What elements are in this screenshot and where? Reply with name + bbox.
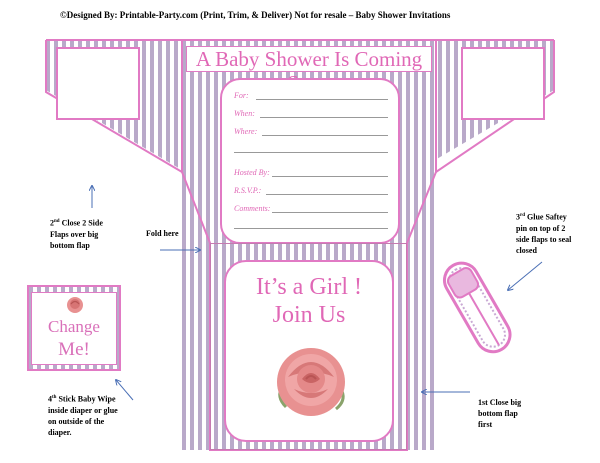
field-comments: Comments: [234, 204, 271, 213]
note-text: 4 [48, 394, 52, 404]
invitation-title: A Baby Shower Is Coming [186, 46, 432, 72]
note-text: 2 [50, 218, 54, 228]
note-text: 3 [516, 212, 520, 222]
girl-line2: Join Us [272, 302, 346, 328]
note-text: Close 2 Side [59, 218, 103, 228]
field-hosted-by: Hosted By: [234, 168, 270, 177]
designer-credit: ©Designed By: Printable-Party.com (Print, Trim, & Deliver) Not for resale – Baby Shower Invitations [60, 10, 451, 20]
note-text: bottom flap [50, 240, 90, 250]
note-text: bottom flap [478, 409, 518, 418]
note-text: diaper. [48, 427, 72, 437]
note-text: rd [520, 213, 525, 218]
note-fold-here: Fold here [146, 229, 179, 238]
note-text: pin on top of 2 [516, 223, 566, 233]
note-text: Glue Saftey [525, 212, 567, 222]
note-text: side flaps to seal [516, 234, 572, 244]
note-text: on outside of the [48, 416, 105, 426]
note-text: 1st Close big [478, 398, 522, 407]
note-text: inside diaper or glue [48, 405, 118, 415]
field-where: Where: [234, 127, 258, 136]
field-rsvp: R.S.V.P.: [234, 186, 262, 195]
change-line1: Change [48, 317, 100, 336]
note-text: Flaps over big [50, 229, 99, 239]
field-for: For: [234, 91, 249, 100]
note-text: th [52, 395, 57, 400]
field-when: When: [234, 109, 255, 118]
note-text: nd [54, 219, 60, 224]
change-line2: Me! [58, 339, 90, 360]
note-text: first [478, 420, 493, 429]
note-text: Stick Baby Wipe [56, 394, 116, 404]
note-text: closed [516, 245, 537, 255]
girl-line1: It’s a Girl ! [256, 274, 362, 300]
